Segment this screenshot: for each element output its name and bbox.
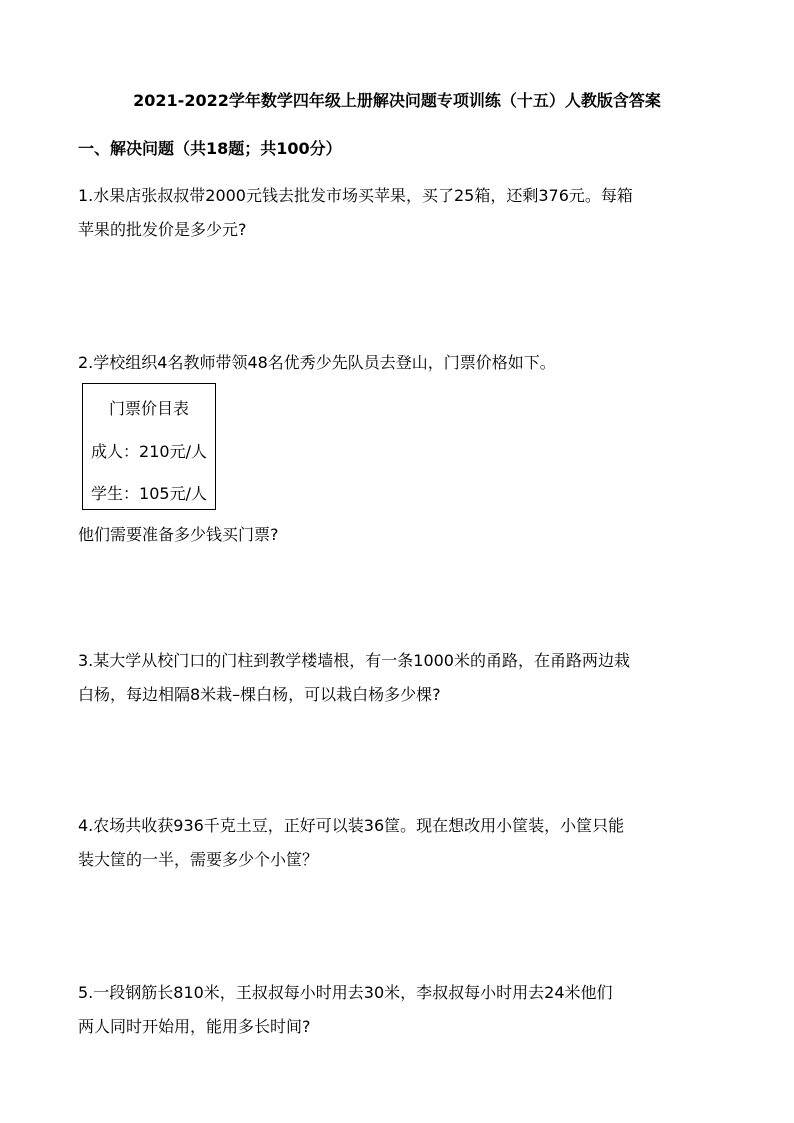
question-3: [78, 644, 718, 712]
ticket-price-table: [82, 383, 216, 510]
question-3-line-2: 白杨，每边相隔8米栽–棵白杨，可以栽白杨多少棵?: [78, 685, 441, 704]
question-2: [78, 346, 718, 380]
question-2-line-1: 2.学校组织4名教师带领48名优秀少先队员去登山，门票价格如下。: [78, 353, 556, 372]
ticket-table-header: 门票价目表: [108, 399, 189, 418]
ticket-adult-price: 成人：210元/人: [91, 442, 207, 461]
question-2-follow-line: 他们需要准备多少钱买门票?: [78, 525, 279, 544]
question-1-line-2: 苹果的批发价是多少元?: [78, 220, 247, 239]
question-1-line-1: 1.水果店张叔叔带2000元钱去批发市场买苹果，买了25箱，还剩376元。每箱: [78, 186, 633, 205]
question-5: [78, 976, 718, 1044]
question-5-line-1: 5.一段钢筋长810米，王叔叔每小时用去30米，李叔叔每小时用去24米他们: [78, 983, 613, 1002]
document-title: 2021-2022学年数学四年级上册解决问题专项训练（十五）人教版含答案: [133, 91, 661, 110]
section-heading: 一、解决问题（共18题；共100分）: [78, 139, 342, 158]
question-4-line-1: 4.农场共收获936千克土豆，正好可以装36筐。现在想改用小筐装，小筐只能: [78, 816, 625, 835]
question-5-line-2: 两人同时开始用，能用多长时间?: [78, 1017, 311, 1036]
question-4-line-2: 装大筐的一半，需要多少个小筐？: [78, 850, 319, 869]
question-2-follow-up: [78, 518, 718, 552]
ticket-student-price: 学生：105元/人: [91, 484, 207, 503]
question-3-line-1: 3.某大学从校门口的门柱到教学楼墙根，有一条1000米的甬路，在甬路两边栽: [78, 651, 630, 670]
question-1: [78, 179, 718, 247]
question-4: [78, 809, 718, 877]
